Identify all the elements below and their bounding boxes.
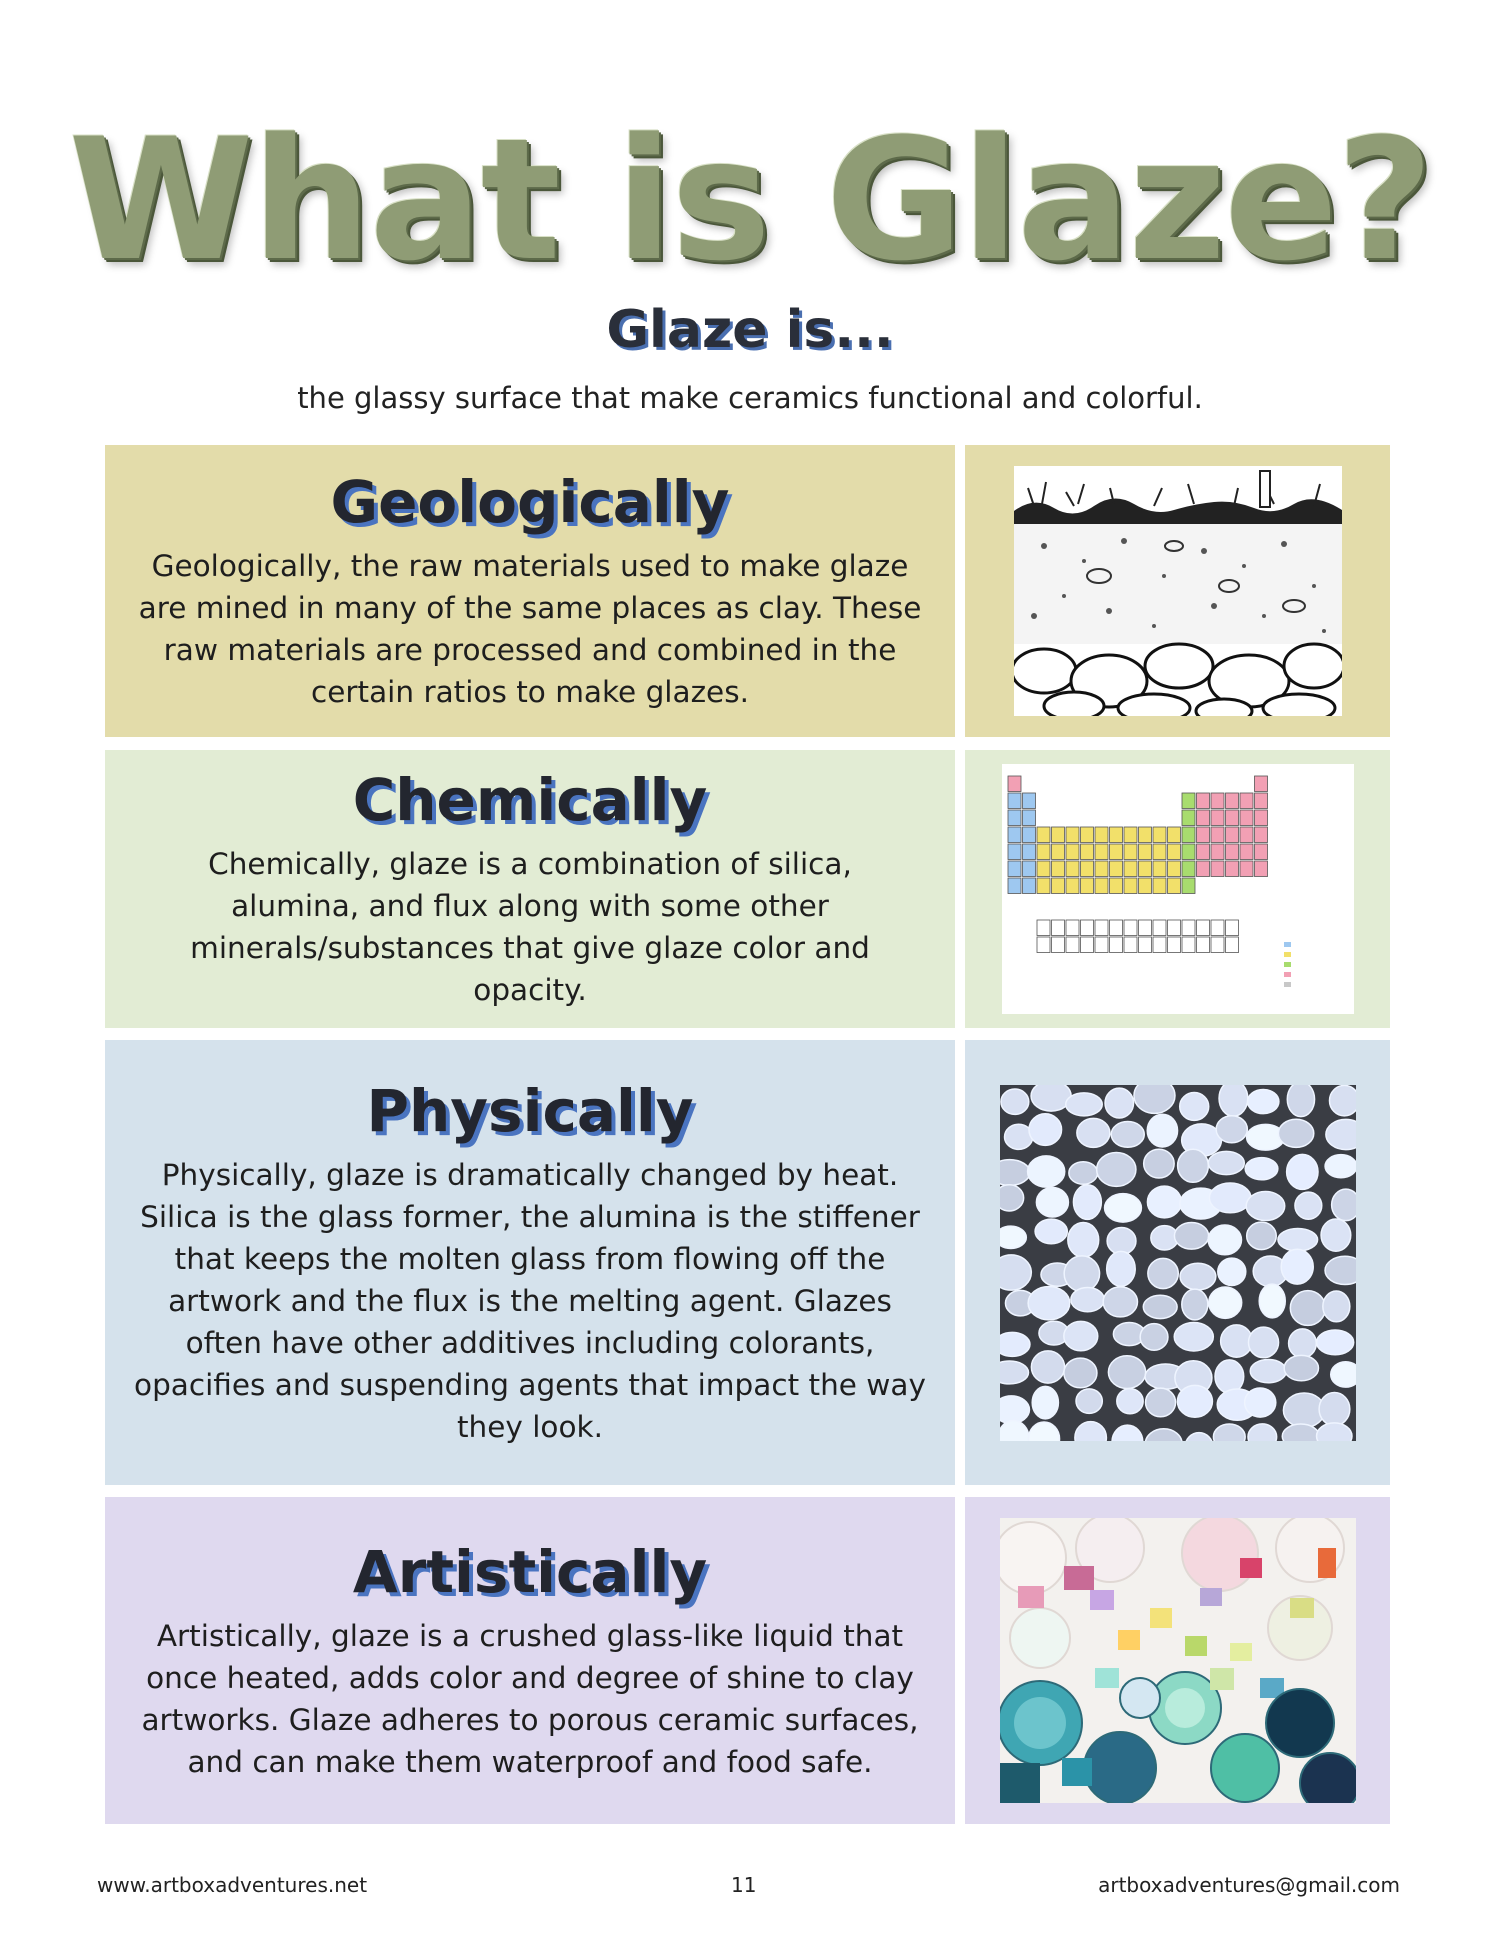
footer-email[interactable]: artboxadventures@gmail.com (1098, 1873, 1400, 1897)
section-artistically (105, 1497, 1390, 1824)
section-heading: Geologically (330, 468, 730, 536)
section-text-panel (105, 750, 955, 1028)
section-body: Geologically, the raw materials used to make glaze are mined in many of the same places as clay. These raw materials are processed and combined in the certain ratios to make glazes. (138, 549, 922, 709)
section-body: Artistically, glaze is a crushed glass-like liquid that once heated, adds color and degree of shine to clay artworks. Glaze adheres to porous ceramic surfaces, and can make them waterproof and food safe. (141, 1618, 919, 1779)
section-text-panel (105, 1040, 955, 1485)
section-physically (105, 1040, 1390, 1485)
section-heading: Physically (366, 1076, 694, 1145)
soil-layers-illustration (1014, 466, 1342, 716)
section-heading: Chemically (352, 766, 708, 834)
section-chemically (105, 750, 1390, 1028)
section-image-panel (965, 1497, 1390, 1824)
page-title: What is Glaze? (68, 102, 1432, 298)
section-text-panel (105, 445, 955, 737)
section-body: Physically, glaze is dramatically changed by heat. Silica is the glass former, the alumina is the stiffener that keeps the molten glass from flowing off the artwork and the flux is the melting agent. Glazes often have other additives including colorants, opacifies and suspending agents that impact the way they look. (134, 1157, 926, 1444)
footer-website[interactable]: www.artboxadventures.net (97, 1873, 368, 1897)
glazed-ceramic-dishes-photo (1000, 1518, 1356, 1803)
silica-crystals-photo (1000, 1085, 1356, 1441)
section-image-panel (965, 445, 1390, 737)
section-image-panel (965, 1040, 1390, 1485)
section-text-panel (105, 1497, 955, 1824)
footer-page-number: 11 (731, 1873, 757, 1897)
page-subtitle: Glaze is... (606, 300, 894, 360)
section-geologically (105, 445, 1390, 737)
section-image-panel (965, 750, 1390, 1028)
section-body: Chemically, glaze is a combination of silica, alumina, and flux along with some other minerals/substances that give glaze color and opacity. (190, 847, 870, 1007)
section-heading: Artistically (352, 1537, 708, 1606)
intro-text: the glassy surface that make ceramics functional and colorful. (297, 381, 1203, 415)
periodic-table-illustration (1002, 764, 1354, 1014)
